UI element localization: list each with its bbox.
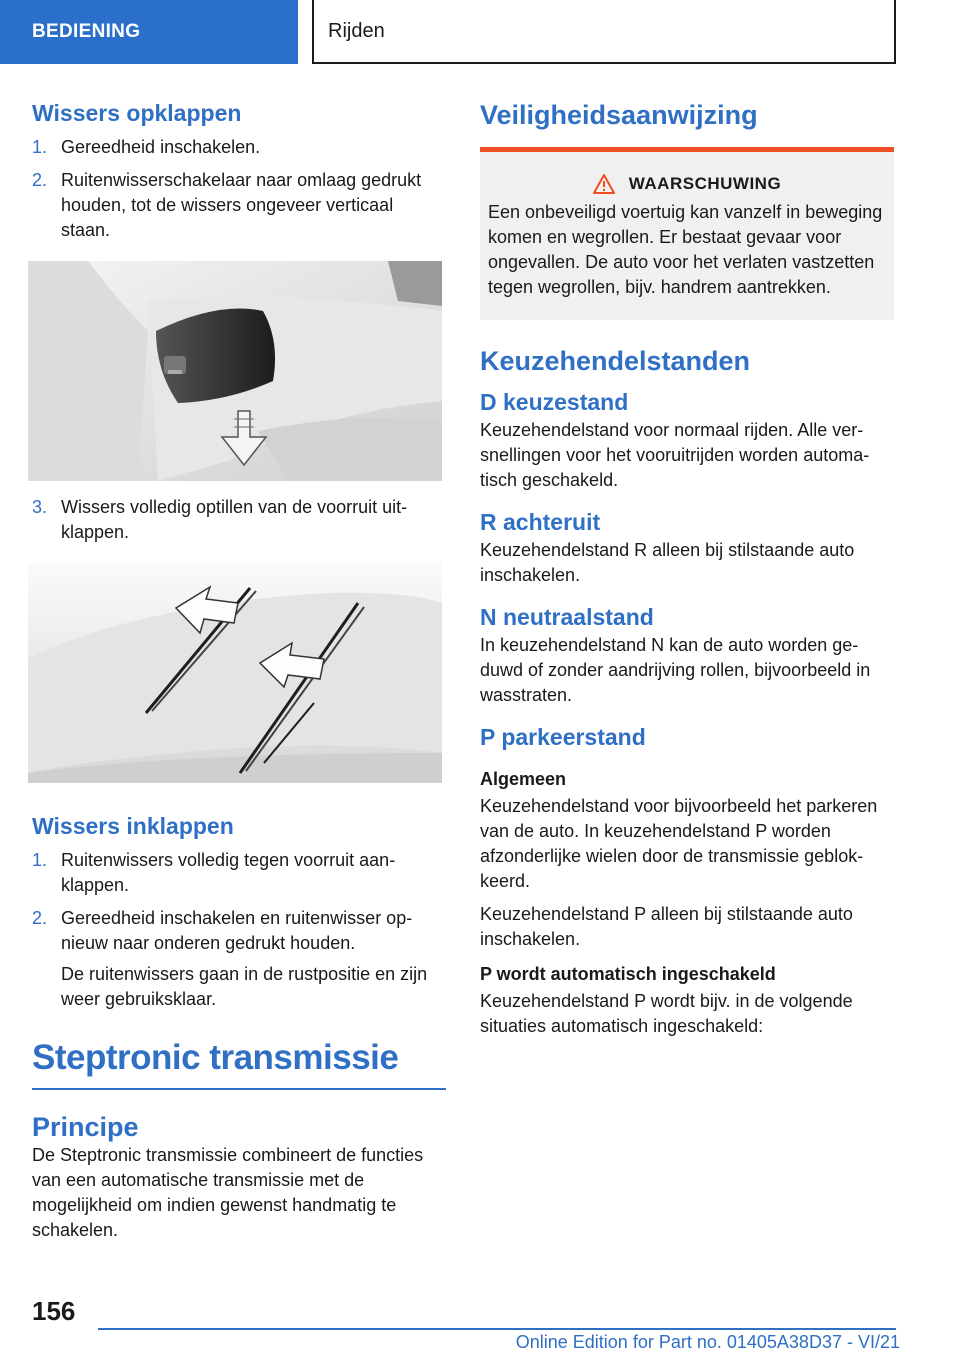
fold-in-steps <box>32 848 446 1012</box>
list-item <box>32 906 446 1012</box>
header-section-tab <box>0 0 298 64</box>
heading-n-neutraalstand: N neutraalstand <box>480 604 654 630</box>
principe-text: De Steptronic transmissie combineert de functies van een automatische transmissie met de mogelijkheid om indien gewenst handmatig te schakelen. <box>32 1145 424 1240</box>
p-auto-text: Keuzehendelstand P wordt bijv. in de volgende situaties automatisch ingeschakeld: <box>480 991 853 1036</box>
list-item <box>32 495 446 545</box>
fold-out-steps <box>32 135 446 243</box>
fold-out-steps-continued <box>32 495 446 545</box>
heading-rule <box>32 1088 446 1090</box>
n-text: In keuzehendelstand N kan de auto worden geduwd of zonder aandrijving rollen, bijvoorbeeld in wasstraten. <box>480 635 871 705</box>
step-text: Gereedheid inschakelen. <box>61 137 261 157</box>
p-general-text: Keuzehendelstand voor bijvoorbeeld het parkeren van de auto. In keuzehendelstand P worden afzonderlijke wielen door de transmissie geblokkeerd. <box>480 796 878 891</box>
warning-title: WAARSCHUWING <box>628 174 782 193</box>
heading-wissers-inklappen: Wissers inklappen <box>32 813 234 839</box>
step-number: 1. <box>32 850 48 870</box>
heading-algemeen: Algemeen <box>480 769 567 789</box>
wiper-switch-illustration <box>28 261 442 481</box>
header-chapter-tab <box>312 0 896 64</box>
heading-steptronic-transmissie: Steptronic transmissie <box>32 1038 399 1077</box>
warning-bar <box>480 147 894 152</box>
heading-veiligheidsaanwijzing: Veiligheidsaanwijzing <box>480 100 758 130</box>
list-item <box>32 168 446 243</box>
step-text: Ruitenwisserschakelaar naar omlaag gedrukt houden, tot de wissers ongeveer verticaal staan. <box>61 170 422 240</box>
header-section-label: BEDIENING <box>32 21 141 42</box>
footer-rule <box>98 1328 896 1330</box>
left-column <box>32 100 446 1243</box>
step-number: 2. <box>32 908 48 928</box>
page-number: 156 <box>32 1296 76 1326</box>
right-column <box>480 100 894 1039</box>
heading-keuzehendelstanden: Keuzehendelstanden <box>480 346 751 376</box>
header-chapter-label: Rijden <box>328 19 385 42</box>
heading-p-automatisch: P wordt automatisch ingeschakeld <box>480 964 776 984</box>
heading-wissers-opklappen: Wissers opklappen <box>32 100 242 126</box>
warning-text: Een onbeveiligd voertuig kan vanzelf in beweging komen en wegrollen. Er bestaat gevaar voor ongevallen. De auto voor het verlaten vastzetten tegen wegrollen, bijv. handrem aantrekken. <box>488 202 883 297</box>
warning-box <box>480 147 894 320</box>
step-number: 3. <box>32 497 48 517</box>
heading-r-achteruit: R achteruit <box>480 509 601 535</box>
step-number: 1. <box>32 137 48 157</box>
heading-p-parkeerstand: P parkeerstand <box>480 724 646 750</box>
warning-title-row <box>488 174 886 194</box>
p-general-text-2: Keuzehendelstand P alleen bij stilstaande auto inschakelen. <box>480 904 853 949</box>
step-text: Gereedheid inschakelen en ruitenwisser opnieuw naar onderen gedrukt houden. <box>61 908 413 953</box>
heading-d-keuzestand: D keuzestand <box>480 389 629 415</box>
step-number: 2. <box>32 170 48 190</box>
d-text: Keuzehendelstand voor normaal rijden. Alle versnellingen voor het vooruitrijden worden automatisch geschakeld. <box>480 420 870 490</box>
warning-triangle-icon <box>593 174 615 194</box>
footer-edition: Online Edition for Part no. 01405A38D37 - VI/21 <box>515 1332 900 1352</box>
wiper-fold-out-illustration <box>28 563 442 783</box>
heading-principe: Principe <box>32 1112 139 1142</box>
list-item <box>32 848 446 898</box>
list-item <box>32 135 446 160</box>
step-note: De ruitenwissers gaan in de rustpositie en zijn weer gebruiksklaar. <box>61 964 428 1009</box>
step-text: Wissers volledig optillen van de voorruit uitklappen. <box>61 497 408 542</box>
step-text: Ruitenwissers volledig tegen voorruit aanklappen. <box>61 850 396 895</box>
r-text: Keuzehendelstand R alleen bij stilstaande auto inschakelen. <box>480 540 855 585</box>
